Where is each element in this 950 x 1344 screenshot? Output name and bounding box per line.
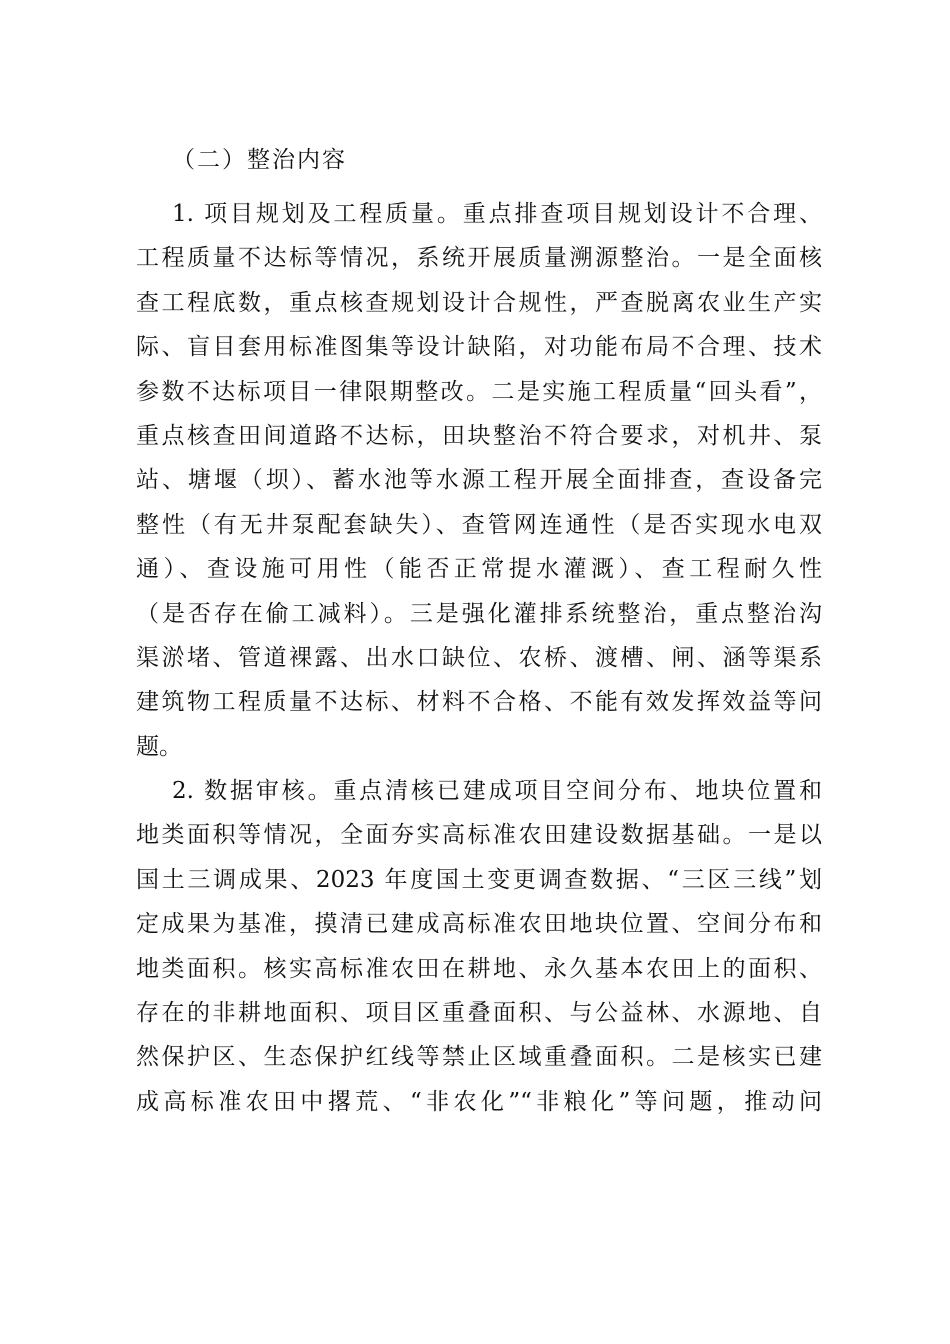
text-line: 通）、查设施可用性（能否正常提水灌溉）、查工程耐久性 xyxy=(136,556,822,583)
text-line: 建筑物工程质量不达标、材料不合格、不能有效发挥效益等问 xyxy=(136,689,822,716)
text-line: 题。 xyxy=(136,733,182,760)
text-line: （是否存在偷工减料）。三是强化灌排系统整治，重点整治沟 xyxy=(136,600,822,627)
text-line: 地类面积等情况，全面夯实高标准农田建设数据基础。一是以 xyxy=(136,822,822,849)
text-line: 查工程底数，重点核查规划设计合规性，严查脱离农业生产实 xyxy=(136,289,822,316)
text-line: 际、盲目套用标准图集等设计缺陷，对功能布局不合理、技术 xyxy=(136,334,822,361)
paragraph xyxy=(136,192,822,769)
paragraph xyxy=(136,769,822,1124)
document-body xyxy=(136,192,822,1124)
text-line: 重点核查田间道路不达标，田块整治不符合要求，对机井、泵 xyxy=(136,422,822,449)
section-heading: （二）整治内容 xyxy=(172,147,347,173)
text-line: 工程质量不达标等情况，系统开展质量溯源整治。一是全面核 xyxy=(136,245,822,272)
text-line: 参数不达标项目一律限期整改。二是实施工程质量“回头看”， xyxy=(136,378,822,405)
document-page xyxy=(136,140,822,1124)
text-line: 国土三调成果、2023 年度国土变更调查数据、“三区三线”划 xyxy=(136,866,822,893)
text-line: 整性（有无井泵配套缺失）、查管网连通性（是否实现水电双 xyxy=(136,511,822,538)
text-line: 1. 项目规划及工程质量。重点排查项目规划设计不合理、 xyxy=(172,201,822,227)
text-line: 定成果为基准，摸清已建成高标准农田地块位置、空间分布和 xyxy=(136,911,822,938)
text-line: 2. 数据审核。重点清核已建成项目空间分布、地块位置和 xyxy=(172,778,822,805)
text-line: 成高标准农田中撂荒、“非农化”“非粮化”等问题，推动问 xyxy=(136,1088,822,1115)
text-line: 渠淤堵、管道裸露、出水口缺位、农桥、渡槽、闸、涵等渠系 xyxy=(136,644,822,671)
text-line: 地类面积。核实高标准农田在耕地、永久基本农田上的面积、 xyxy=(136,955,822,982)
text-line: 存在的非耕地面积、项目区重叠面积、与公益林、水源地、自 xyxy=(136,1000,822,1027)
text-line: 然保护区、生态保护红线等禁止区域重叠面积。二是核实已建 xyxy=(136,1044,822,1071)
text-line: 站、塘堰（坝）、蓄水池等水源工程开展全面排查，查设备完 xyxy=(136,467,822,494)
